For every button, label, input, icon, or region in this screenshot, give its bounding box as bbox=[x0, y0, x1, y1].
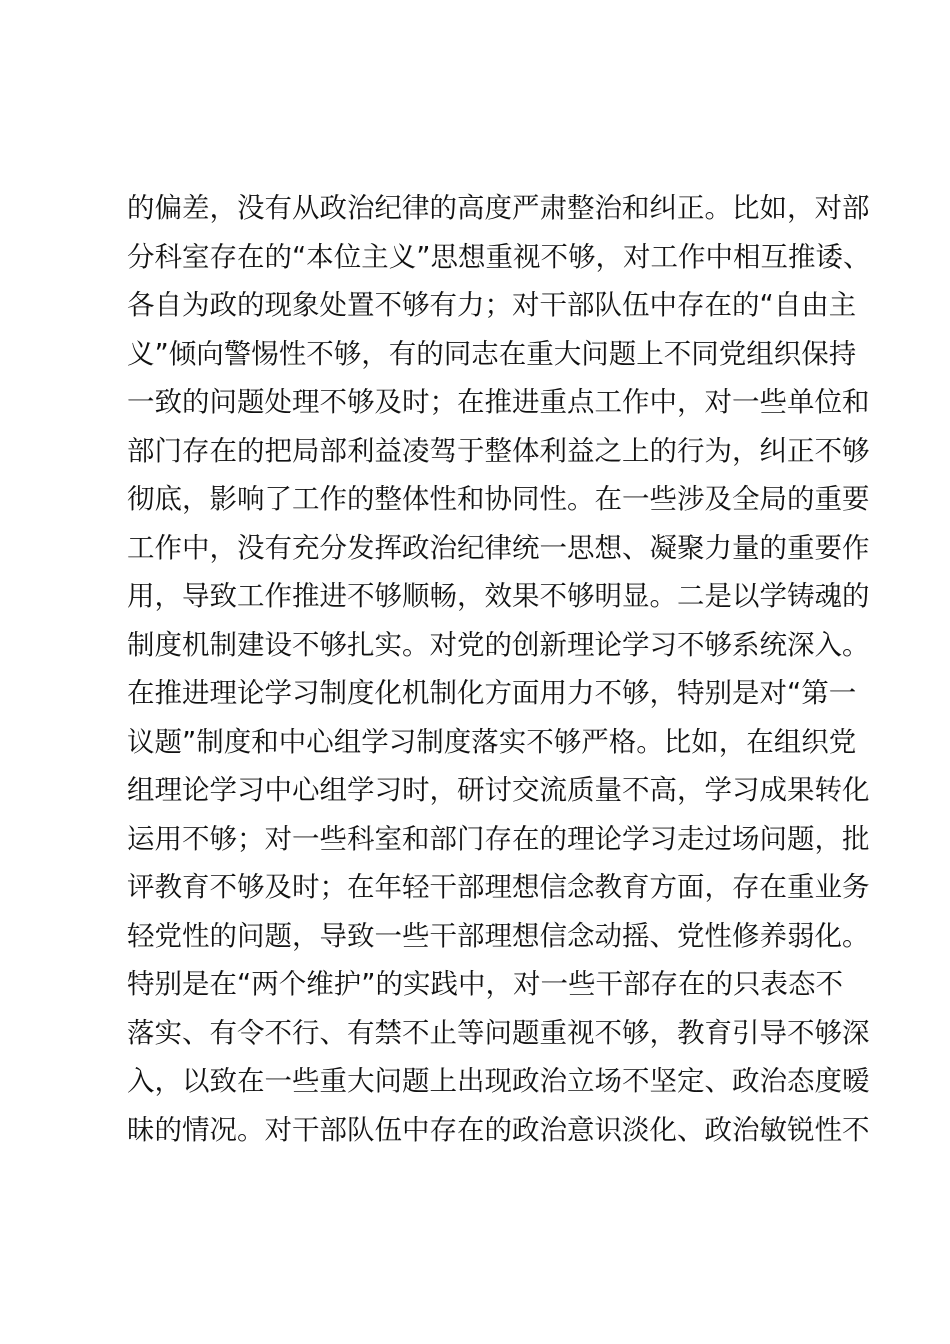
text-line: 昧的情况。对干部队伍中存在的政治意识淡化、政治敏锐性不 bbox=[127, 1113, 870, 1146]
text-line: 议题”制度和中心组学习制度落实不够严格。比如，在组织党 bbox=[127, 725, 857, 758]
text-line: 轻党性的问题，导致一些干部理想信念动摇、党性修养弱化。 bbox=[127, 919, 870, 952]
text-line: 特别是在“两个维护”的实践中，对一些干部存在的只表态不 bbox=[127, 968, 843, 1000]
text-line: 评教育不够及时；在年轻干部理想信念教育方面，存在重业务 bbox=[127, 871, 870, 903]
text-line: 的偏差，没有从政治纪律的高度严肃整治和纠正。比如，对部 bbox=[127, 192, 870, 224]
text-line: 各自为政的现象处置不够有力；对干部队伍中存在的“自由主 bbox=[127, 289, 857, 321]
text-line: 工作中，没有充分发挥政治纪律统一思想、凝聚力量的重要作 bbox=[127, 531, 870, 564]
text-line: 一致的问题处理不够及时；在推进重点工作中，对一些单位和 bbox=[127, 386, 870, 418]
text-line: 部门存在的把局部利益凌驾于整体利益之上的行为，纠正不够 bbox=[127, 434, 870, 467]
text-line: 入，以致在一些重大问题上出现政治立场不坚定、政治态度暧 bbox=[127, 1065, 870, 1097]
text-line: 在推进理论学习制度化机制化方面用力不够，特别是对“第一 bbox=[127, 677, 857, 709]
text-line: 用，导致工作推进不够顺畅，效果不够明显。二是以学铸魂的 bbox=[127, 580, 870, 612]
text-line: 彻底，影响了工作的整体性和协同性。在一些涉及全局的重要 bbox=[127, 483, 870, 515]
text-line: 制度机制建设不够扎实。对党的创新理论学习不够系统深入。 bbox=[127, 628, 870, 661]
text-line: 组理论学习中心组学习时，研讨交流质量不高，学习成果转化 bbox=[127, 774, 870, 806]
text-line: 分科室存在的“本位主义”思想重视不够，对工作中相互推诿、 bbox=[127, 240, 871, 273]
body-paragraph bbox=[127, 184, 871, 1154]
text-line: 义”倾向警惕性不够，有的同志在重大问题上不同党组织保持 bbox=[127, 337, 857, 370]
text-line: 落实、有令不行、有禁不止等问题重视不够，教育引导不够深 bbox=[127, 1016, 870, 1049]
text-line: 运用不够；对一些科室和部门存在的理论学习走过场问题，批 bbox=[127, 822, 870, 855]
